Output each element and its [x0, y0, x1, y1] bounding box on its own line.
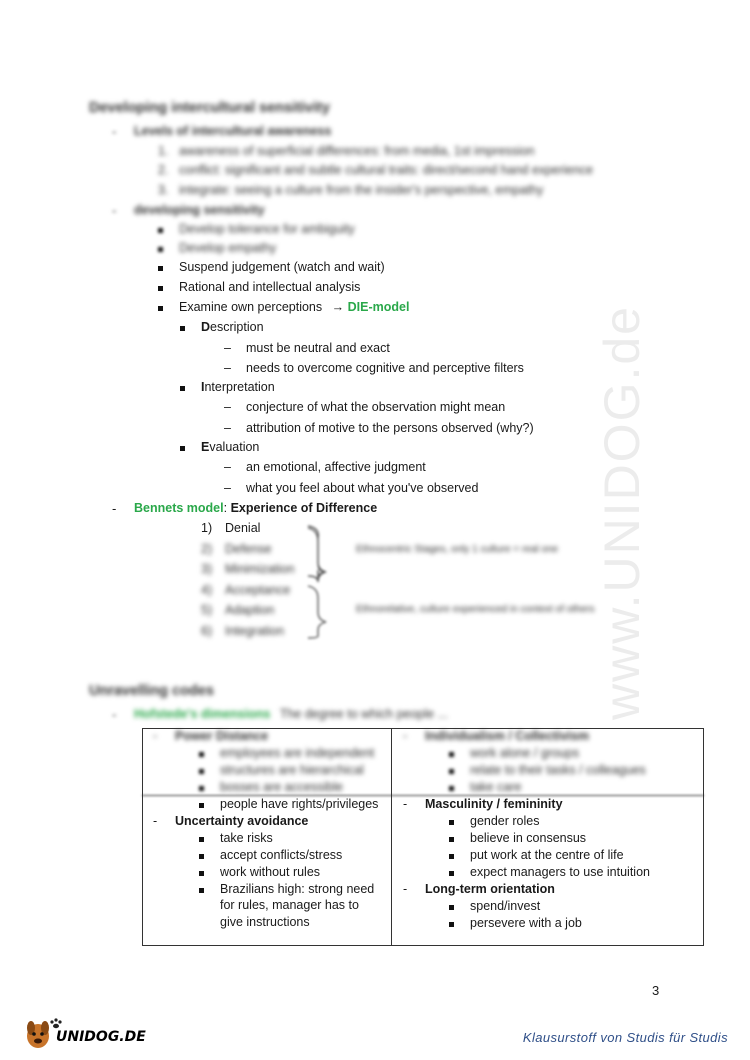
square-bullet: [158, 247, 163, 252]
hofstede-line: [134, 707, 448, 721]
die-evaluation-point-1: an emotional, affective judgment: [246, 460, 426, 474]
die-description: Description: [201, 320, 264, 334]
ua-item-2: accept conflicts/stress: [220, 848, 343, 862]
square-bullet: [449, 922, 454, 927]
dash-bullet: –: [224, 481, 231, 495]
die-model-label: DIE-model: [347, 300, 410, 314]
masculinity-heading: Masculinity / femininity: [425, 797, 563, 811]
table-divider: [391, 728, 392, 946]
hofstede-intro: The degree to which people ...: [279, 707, 448, 721]
arrow-right-icon: →: [331, 300, 345, 314]
square-bullet: [199, 786, 204, 791]
stage-minimization: Minimization: [225, 562, 295, 576]
die-interpretation-point-1: conjecture of what the observation might mean: [246, 400, 506, 414]
square-bullet: [180, 326, 185, 331]
square-bullet: [180, 446, 185, 451]
developing-label: developing sensitivity: [134, 203, 265, 217]
die-interpretation-point-2: attribution of motive to the persons observed (why?): [246, 421, 534, 435]
stage-num-5: 5): [201, 603, 213, 617]
square-bullet: [199, 769, 204, 774]
power-distance-heading: Power Distance: [175, 729, 269, 743]
square-bullet: [158, 266, 163, 271]
dash-bullet: -: [153, 814, 158, 828]
dash-bullet: -: [403, 797, 408, 811]
die-evaluation: Evaluation: [201, 440, 260, 454]
lt-item-2: persevere with a job: [470, 916, 582, 930]
dash-bullet: –: [224, 341, 231, 355]
levels-num-3: 3.: [158, 183, 169, 197]
square-bullet: [199, 871, 204, 876]
square-bullet: [449, 786, 454, 791]
die-description-point-2: needs to overcome cognitive and perceptive filters: [246, 361, 524, 375]
levels-item-1: awareness of superficial differences: from media, 1st impression: [179, 144, 535, 158]
lt-item-1: spend/invest: [470, 899, 541, 913]
mas-item-3: put work at the centre of life: [470, 848, 624, 862]
dash-bullet: –: [224, 361, 231, 375]
stage-adaption: Adaption: [225, 603, 275, 617]
levels-item-2: conflict: significant and subtle cultural traits: direct/second hand experience: [179, 163, 594, 177]
square-bullet: [158, 306, 163, 311]
pd-item-3: bosses are accessible: [220, 780, 343, 794]
uncertainty-heading: Uncertainty avoidance: [175, 814, 309, 828]
bennets-group2-note: Ethnorelative, culture experienced in context of others: [356, 604, 595, 615]
individualism-heading: Individualism / Collectivism: [425, 729, 589, 743]
mas-item-1: gender roles: [470, 814, 540, 828]
section-title-sensitivity: Developing intercultural sensitivity: [89, 100, 330, 116]
bennets-label: Bennets model: [134, 501, 224, 515]
pd-item-2: structures are hierarchical: [220, 763, 364, 777]
bennets-group1-note: Ethnocentric Stages, only 1 culture = real one: [356, 544, 559, 555]
section-title-codes: Unravelling codes: [89, 683, 214, 699]
dash-bullet: -: [153, 729, 158, 743]
stage-acceptance: Acceptance: [225, 583, 291, 597]
die-evaluation-point-2: what you feel about what you've observed: [246, 481, 479, 495]
ua-item-4-cont: for rules, manager has to: [220, 898, 359, 912]
ind-item-3: take care: [470, 780, 522, 794]
stage-integration: Integration: [225, 624, 285, 638]
stage-num-6: 6): [201, 624, 213, 638]
ua-item-1: take risks: [220, 831, 273, 845]
developing-item-4: Rational and intellectual analysis: [179, 280, 361, 294]
stage-num-3: 3): [201, 562, 213, 576]
developing-item-1: Develop tolerance for ambiguity: [179, 222, 355, 236]
stage-num-1: 1): [201, 521, 213, 535]
square-bullet: [199, 752, 204, 757]
pd-item-4: people have rights/privileges: [220, 797, 379, 811]
dash-bullet: -: [403, 882, 408, 896]
developing-item-2: Develop empathy: [179, 241, 277, 255]
square-bullet: [449, 752, 454, 757]
developing-item-3: Suspend judgement (watch and wait): [179, 260, 385, 274]
brace-icon: [300, 522, 340, 642]
stage-denial: Denial: [225, 521, 261, 535]
levels-num-2: 2.: [158, 163, 169, 177]
ua-item-4: Brazilians high: strong need: [220, 882, 375, 896]
hofstede-label: Hofstede's dimensions: [134, 707, 271, 721]
longterm-heading: Long-term orientation: [425, 882, 555, 896]
dash-bullet: -: [403, 729, 408, 743]
levels-num-1: 1.: [158, 144, 169, 158]
dash-bullet: -: [112, 124, 117, 139]
stage-defense: Defense: [225, 542, 272, 556]
page-number: 3: [652, 983, 660, 998]
examine-text: Examine own perceptions: [179, 300, 323, 314]
pd-item-1: employees are independent: [220, 746, 375, 760]
logo-text: UNIDOG.DE: [56, 1029, 146, 1045]
ind-item-2: relate to their tasks / colleagues: [470, 763, 646, 777]
square-bullet: [449, 871, 454, 876]
table-blur-edge: [142, 795, 704, 796]
mas-item-2: believe in consensus: [470, 831, 587, 845]
square-bullet: [449, 905, 454, 910]
stage-num-4: 4): [201, 583, 213, 597]
dash-bullet: -: [112, 203, 117, 218]
ua-item-3: work without rules: [220, 865, 321, 879]
square-bullet: [158, 286, 163, 291]
square-bullet: [199, 837, 204, 842]
square-bullet: [199, 854, 204, 859]
footer-tagline: Klausurstoff von Studis für Studis: [522, 1030, 728, 1045]
bennets-title: Experience of Difference: [230, 501, 378, 515]
dash-bullet: –: [224, 400, 231, 414]
square-bullet: [449, 769, 454, 774]
square-bullet: [449, 820, 454, 825]
square-bullet: [449, 837, 454, 842]
stage-num-2: 2): [201, 542, 213, 556]
square-bullet: [158, 228, 163, 233]
dash-bullet: -: [112, 501, 117, 516]
watermark: www.UNIDOG.de: [594, 305, 650, 720]
die-description-point-1: must be neutral and exact: [246, 341, 390, 355]
dash-bullet: –: [224, 421, 231, 435]
dash-bullet: –: [224, 460, 231, 474]
square-bullet: [199, 803, 204, 808]
square-bullet: [199, 888, 204, 893]
ind-item-1: work alone / groups: [470, 746, 580, 760]
ua-item-4-cont2: give instructions: [220, 915, 310, 929]
levels-label: Levels of intercultural awareness: [134, 124, 332, 138]
dash-bullet: -: [112, 707, 117, 722]
levels-item-3: integrate: seeing a culture from the insider's perspective, empathy: [179, 183, 544, 197]
square-bullet: [449, 854, 454, 859]
bennets-line: Bennets model: Experience of Difference: [134, 501, 378, 515]
square-bullet: [180, 386, 185, 391]
die-interpretation: Interpretation: [201, 380, 275, 394]
developing-item-5: [179, 300, 409, 314]
mas-item-4: expect managers to use intuition: [470, 865, 650, 879]
